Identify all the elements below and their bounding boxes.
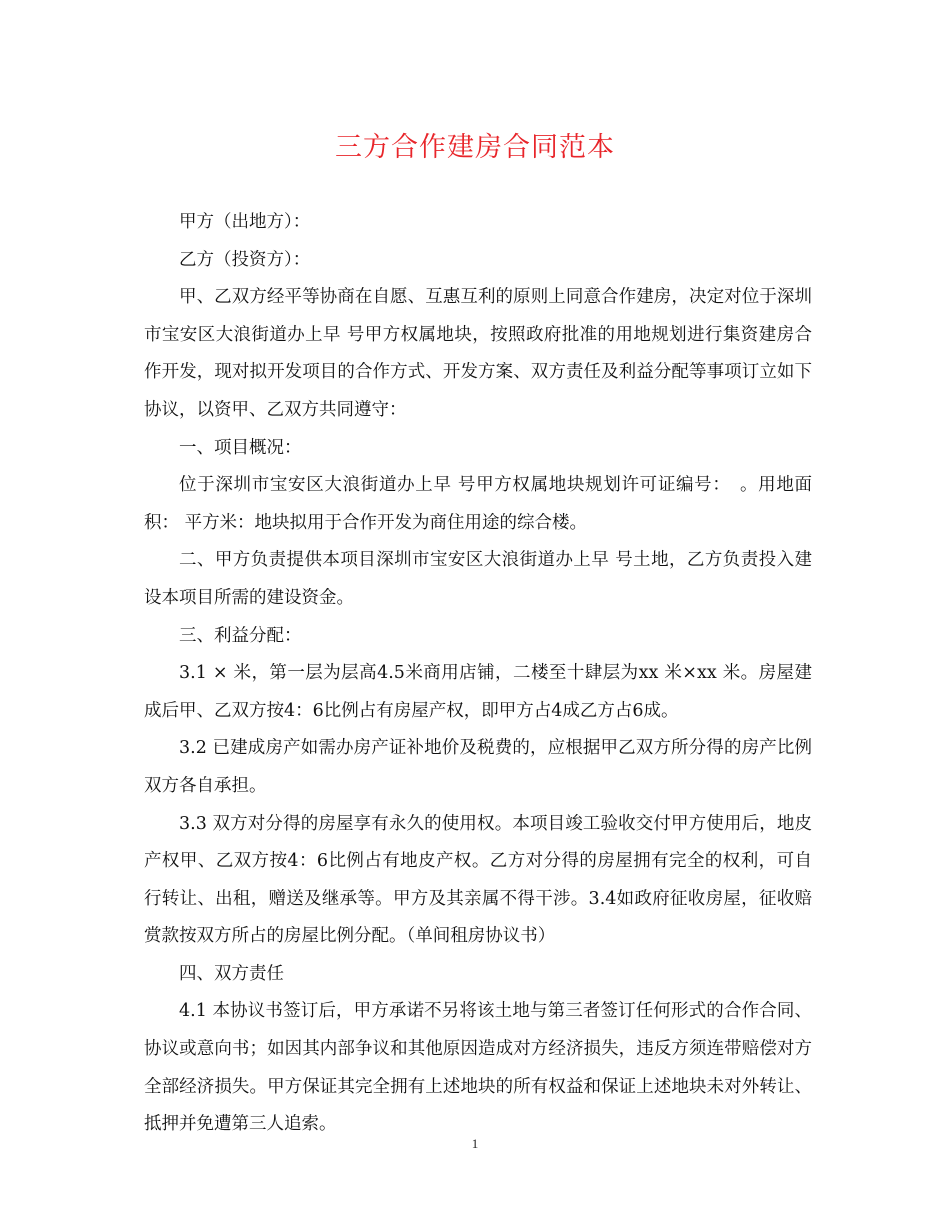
clause-4-1-paragraph: 4.1 本协议书签订后，甲方承诺不另将该土地与第三者签订任何形式的合作合同、协议或意向书；如因其内部争议和其他原因造成对方经济损失，违反方须连带赔偿对方全部经济损失。甲方保证其完全拥有上述地块的所有权益和保证上述地块未对外转让、抵押并免遭第三人追索。 [144, 1001, 812, 1135]
preamble-paragraph: 甲、乙双方经平等协商在自愿、互惠互利的原则上同意合作建房，决定对位于深圳市宝安区大浪街道办上早 号甲方权属地块，按照政府批准的用地规划进行集资建房合作开发，现对拟开发项目的合作方式、开发方案、双方责任及利益分配等事项订立如下协议，以资甲、乙双方共同遵守： [144, 287, 812, 420]
section-heading-project-overview: 一、项目概况： [179, 437, 302, 458]
section-heading-benefit-distribution: 三、利益分配： [179, 625, 302, 646]
party-b-line: 乙方（投资方）： [179, 249, 311, 270]
party-a-line: 甲方（出地方）： [179, 212, 311, 232]
document-title: 三方合作建房合同范本 [335, 132, 615, 163]
clause-3-2-paragraph: 3.2 已建成房产如需办房产证补地价及税费的，应根据甲乙双方所分得的房产比例双方各自承担。 [144, 738, 812, 796]
clause-3-3-paragraph: 3.3 双方对分得的房屋享有永久的使用权。本项目竣工验收交付甲方使用后，地皮产权甲、乙双方按4：6比例占有地皮产权。乙方对分得的房屋拥有完全的权利，可自行转让、出租，赠送及继承等。甲方及其亲属不得干涉。3.4如政府征收房屋，征收赔赏款按双方所占的房屋比例分配。（单间租房协议书） [144, 813, 812, 947]
section-two-paragraph: 二、甲方负责提供本项目深圳市宝安区大浪街道办上早 号土地，乙方负责投入建设本项目所需的建设资金。 [144, 550, 812, 608]
clause-3-1-paragraph: 3.1 × 米，第一层为层高4.5米商用店铺，二楼至十肆层为xx 米×xx 米。房屋建成后甲、乙双方按4：6比例占有房屋产权，即甲方占4成乙方占6成。 [144, 663, 812, 721]
page-number: 1 [471, 1136, 479, 1151]
project-overview-paragraph: 位于深圳市宝安区大浪街道办上早 号甲方权属地块规划许可证编号： 。用地面积： 平方米：地块拟用于合作开发为商住用途的综合楼。 [144, 475, 812, 533]
section-heading-responsibilities: 四、双方责任 [179, 963, 284, 984]
document-body [144, 204, 812, 1144]
